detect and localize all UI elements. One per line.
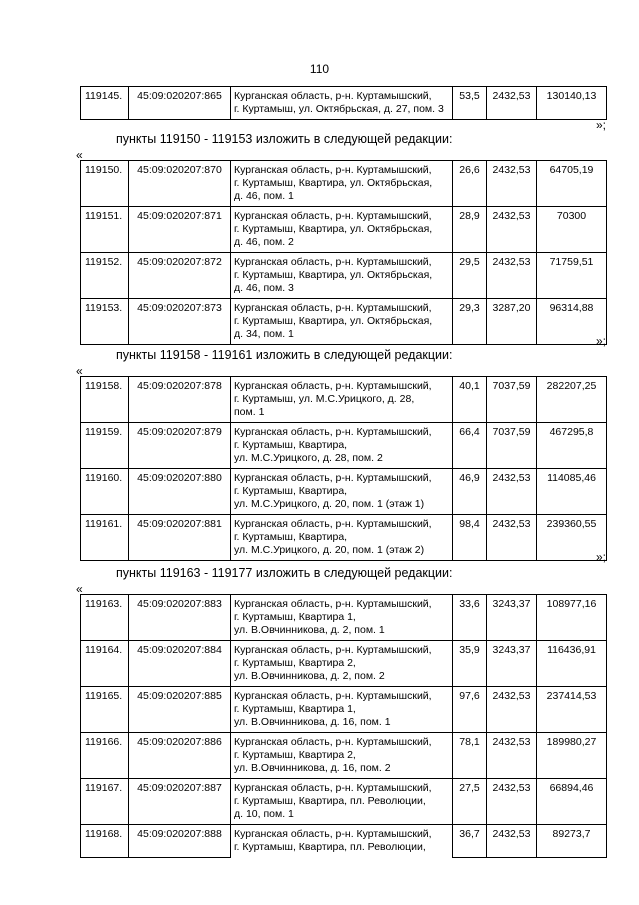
address-line: д. 10, пом. 1	[234, 808, 294, 820]
total: 108977,16	[537, 595, 607, 641]
total: 66894,46	[537, 779, 607, 825]
address-line: ул. М.С.Урицкого, д. 20, пом. 1 (этаж 2)	[234, 544, 425, 556]
area: 36,7	[453, 825, 487, 858]
address	[231, 733, 453, 779]
total: 467295,8	[537, 423, 607, 469]
cadastral-number: 45:09:020207:878	[129, 377, 231, 423]
address-line: Курганская область, р-н. Куртамышский,	[234, 210, 432, 222]
table-row	[81, 299, 607, 345]
table-row	[81, 469, 607, 515]
address	[231, 641, 453, 687]
table-row	[81, 733, 607, 779]
price: 3243,37	[487, 595, 537, 641]
row-number: 119165.	[81, 687, 129, 733]
price: 3243,37	[487, 641, 537, 687]
address	[231, 161, 453, 207]
cadastral-number: 45:09:020207:881	[129, 515, 231, 561]
address	[231, 87, 453, 120]
address	[231, 687, 453, 733]
address-line: Курганская область, р-н. Куртамышский,	[234, 256, 432, 268]
total: 282207,25	[537, 377, 607, 423]
total: 96314,88	[537, 299, 607, 345]
table-row	[81, 595, 607, 641]
row-number: 119160.	[81, 469, 129, 515]
address-line: д. 46, пом. 3	[234, 282, 294, 294]
row-number: 119145.	[81, 87, 129, 120]
address-line: Курганская область, р-н. Куртамышский,	[234, 518, 432, 530]
price: 7037,59	[487, 423, 537, 469]
address-line: г. Куртамыш, Квартира,	[234, 439, 348, 451]
page-number: 110	[309, 62, 330, 76]
address-line: д. 46, пом. 2	[234, 236, 294, 248]
address-line: ул. В.Овчинникова, д. 2, пом. 2	[234, 670, 385, 682]
address-line: г. Куртамыш, ул. Октябрьская, д. 27, пом. 3	[234, 103, 444, 115]
address-line: г. Куртамыш, Квартира, ул. Октябрьская,	[234, 269, 433, 281]
row-number: 119163.	[81, 595, 129, 641]
address-line: ул. В.Овчинникова, д. 2, пом. 1	[234, 624, 385, 636]
table-row	[81, 779, 607, 825]
total: 70300	[537, 207, 607, 253]
area: 33,6	[453, 595, 487, 641]
address-line: Курганская область, р-н. Куртамышский,	[234, 426, 432, 438]
price: 2432,53	[487, 733, 537, 779]
address-line: ул. М.С.Урицкого, д. 20, пом. 1 (этаж 1)	[234, 498, 425, 510]
table-row	[81, 641, 607, 687]
cadastral-number: 45:09:020207:873	[129, 299, 231, 345]
cadastral-number: 45:09:020207:871	[129, 207, 231, 253]
area: 66,4	[453, 423, 487, 469]
open-quote-mark: «	[76, 148, 83, 162]
area: 29,3	[453, 299, 487, 345]
total: 237414,53	[537, 687, 607, 733]
price: 7037,59	[487, 377, 537, 423]
address-line: Курганская область, р-н. Куртамышский,	[234, 598, 432, 610]
row-number: 119153.	[81, 299, 129, 345]
cadastral-number: 45:09:020207:865	[129, 87, 231, 120]
address-line: г. Куртамыш, Квартира, пл. Революции,	[234, 795, 426, 807]
address-line: Курганская область, р-н. Куртамышский,	[234, 90, 432, 102]
cadastral-number: 45:09:020207:886	[129, 733, 231, 779]
area: 46,9	[453, 469, 487, 515]
cadastral-number: 45:09:020207:872	[129, 253, 231, 299]
address	[231, 423, 453, 469]
row-number: 119152.	[81, 253, 129, 299]
open-quote-mark: «	[76, 582, 83, 596]
row-number: 119161.	[81, 515, 129, 561]
address-line: г. Куртамыш, Квартира 2,	[234, 657, 356, 669]
address-line: ул. В.Овчинникова, д. 16, пом. 2	[234, 762, 391, 774]
top-table	[80, 86, 607, 120]
table-row	[81, 377, 607, 423]
address-line: Курганская область, р-н. Куртамышский,	[234, 736, 432, 748]
address	[231, 469, 453, 515]
area: 26,6	[453, 161, 487, 207]
price: 2432,53	[487, 87, 537, 120]
total: 114085,46	[537, 469, 607, 515]
address	[231, 825, 453, 858]
total: 89273,7	[537, 825, 607, 858]
address	[231, 515, 453, 561]
area: 29,5	[453, 253, 487, 299]
cadastral-number: 45:09:020207:884	[129, 641, 231, 687]
price: 2432,53	[487, 253, 537, 299]
address	[231, 299, 453, 345]
total: 239360,55	[537, 515, 607, 561]
address	[231, 207, 453, 253]
total: 64705,19	[537, 161, 607, 207]
table-row	[81, 423, 607, 469]
close-quote-mark: »;	[596, 118, 607, 132]
price: 2432,53	[487, 687, 537, 733]
price: 2432,53	[487, 779, 537, 825]
cadastral-number: 45:09:020207:880	[129, 469, 231, 515]
cadastral-number: 45:09:020207:888	[129, 825, 231, 858]
row-number: 119158.	[81, 377, 129, 423]
cadastral-number: 45:09:020207:879	[129, 423, 231, 469]
address-line: г. Куртамыш, Квартира, ул. Октябрьская,	[234, 223, 433, 235]
address-line: г. Куртамыш, Квартира,	[234, 531, 348, 543]
address	[231, 253, 453, 299]
address-line: г. Куртамыш, Квартира, пл. Революции,	[234, 841, 426, 853]
area: 97,6	[453, 687, 487, 733]
close-quote-mark: »;	[596, 334, 607, 348]
price: 2432,53	[487, 515, 537, 561]
row-number: 119166.	[81, 733, 129, 779]
close-quote-mark: »;	[596, 550, 607, 564]
address-line: г. Куртамыш, Квартира, ул. Октябрьская,	[234, 177, 433, 189]
table-row	[81, 161, 607, 207]
address-line: г. Куртамыш, Квартира,	[234, 485, 348, 497]
section-heading: пункты 119158 - 119161 изложить в следующей редакции:	[116, 348, 453, 362]
price: 2432,53	[487, 161, 537, 207]
section-table	[80, 594, 607, 858]
address-line: д. 46, пом. 1	[234, 190, 294, 202]
cadastral-number: 45:09:020207:870	[129, 161, 231, 207]
row-number: 119151.	[81, 207, 129, 253]
total: 130140,13	[537, 87, 607, 120]
table-row	[81, 515, 607, 561]
price: 2432,53	[487, 469, 537, 515]
area: 78,1	[453, 733, 487, 779]
cadastral-number: 45:09:020207:885	[129, 687, 231, 733]
section-heading: пункты 119150 - 119153 изложить в следующей редакции:	[116, 132, 453, 146]
address-line: Курганская область, р-н. Куртамышский,	[234, 644, 432, 656]
address	[231, 377, 453, 423]
address-line: г. Куртамыш, ул. М.С.Урицкого, д. 28,	[234, 393, 415, 405]
address-line: Курганская область, р-н. Куртамышский,	[234, 472, 432, 484]
address-line: г. Куртамыш, Квартира 1,	[234, 611, 356, 623]
table-row	[81, 207, 607, 253]
price: 2432,53	[487, 207, 537, 253]
price: 2432,53	[487, 825, 537, 858]
table-row	[81, 253, 607, 299]
section-table	[80, 160, 607, 345]
row-number: 119150.	[81, 161, 129, 207]
table-row	[81, 87, 607, 120]
total: 189980,27	[537, 733, 607, 779]
address	[231, 595, 453, 641]
address-line: д. 34, пом. 1	[234, 328, 294, 340]
total: 71759,51	[537, 253, 607, 299]
row-number: 119159.	[81, 423, 129, 469]
section-table	[80, 376, 607, 561]
address-line: ул. М.С.Урицкого, д. 28, пом. 2	[234, 452, 383, 464]
address-line: Курганская область, р-н. Куртамышский,	[234, 164, 432, 176]
address-line: г. Куртамыш, Квартира 2,	[234, 749, 356, 761]
area: 98,4	[453, 515, 487, 561]
area: 28,9	[453, 207, 487, 253]
table-row	[81, 687, 607, 733]
address	[231, 779, 453, 825]
open-quote-mark: «	[76, 364, 83, 378]
address-line: ул. В.Овчинникова, д. 16, пом. 1	[234, 716, 391, 728]
row-number: 119168.	[81, 825, 129, 858]
address-line: г. Куртамыш, Квартира 1,	[234, 703, 356, 715]
address-line: пом. 1	[234, 406, 265, 418]
address-line: Курганская область, р-н. Куртамышский,	[234, 380, 432, 392]
address-line: г. Куртамыш, Квартира, ул. Октябрьская,	[234, 315, 433, 327]
row-number: 119167.	[81, 779, 129, 825]
area: 35,9	[453, 641, 487, 687]
area: 27,5	[453, 779, 487, 825]
cadastral-number: 45:09:020207:887	[129, 779, 231, 825]
section-heading: пункты 119163 - 119177 изложить в следующей редакции:	[116, 566, 453, 580]
address-line: Курганская область, р-н. Куртамышский,	[234, 782, 432, 794]
address-line: Курганская область, р-н. Куртамышский,	[234, 828, 432, 840]
table-row	[81, 825, 607, 858]
area: 53,5	[453, 87, 487, 120]
cadastral-number: 45:09:020207:883	[129, 595, 231, 641]
total: 116436,91	[537, 641, 607, 687]
address-line: Курганская область, р-н. Куртамышский,	[234, 690, 432, 702]
price: 3287,20	[487, 299, 537, 345]
area: 40,1	[453, 377, 487, 423]
row-number: 119164.	[81, 641, 129, 687]
address-line: Курганская область, р-н. Куртамышский,	[234, 302, 432, 314]
